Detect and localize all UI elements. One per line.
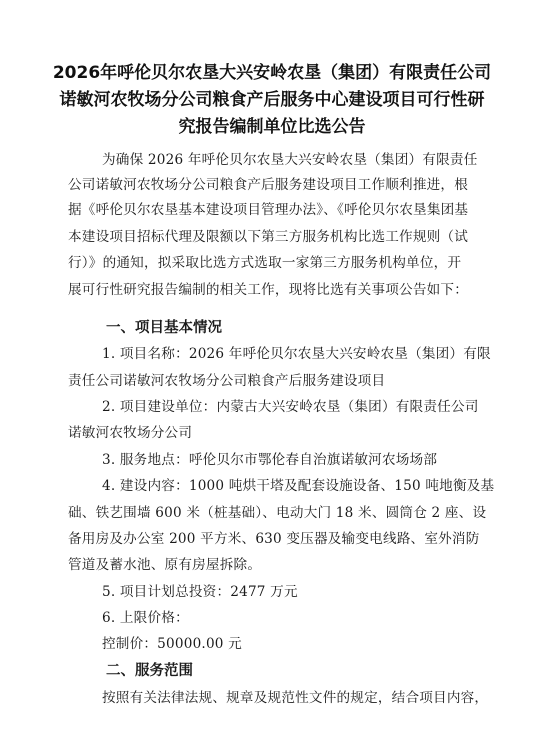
section1-line-10: 5. 项目计划总投资：2477 万元 <box>102 584 298 600</box>
intro-line-4: 本建设项目招标代理及限额以下第三方服务机构比选工作规则（试 <box>68 229 469 245</box>
section1-line-8: 备用房及办公室 200 平方米、630 变压器及输变电线路、室外消防 <box>68 531 480 547</box>
section1-line-1: 1. 项目名称：2026 年呼伦贝尔农垦大兴安岭农垦（集团）有限 <box>102 346 491 362</box>
section1-line-7: 础、铁艺围墙 600 米（桩基础）、电动大门 18 米、圆筒仓 2 座、设 <box>68 505 487 521</box>
section1-line-9: 管道及蓄水池、原有房屋拆除。 <box>68 557 262 573</box>
section1-line-12: 控制价：50000.00 元 <box>102 636 242 652</box>
intro-line-1: 为确保 2026 年呼伦贝尔农垦大兴安岭农垦（集团）有限责任 <box>102 152 478 168</box>
section2-heading: 二、服务范围 <box>106 663 193 679</box>
title-line-3: 究报告编制单位比选公告 <box>178 117 366 137</box>
intro-line-3: 据《呼伦贝尔农垦基本建设项目管理办法》、《呼伦贝尔农垦集团基 <box>68 202 469 218</box>
section1-line-6: 4. 建设内容：1000 吨烘干塔及配套设施设备、150 吨地衡及基 <box>102 478 495 494</box>
intro-line-2: 公司诺敏河农牧场分公司粮食产后服务建设项目工作顺利推进，根 <box>68 177 469 193</box>
section1-heading: 一、项目基本情况 <box>106 320 222 336</box>
intro-line-6: 展可行性研究报告编制的相关工作，现将比选有关事项公告如下： <box>68 282 469 298</box>
intro-line-5: 行）》的通知，拟采取比选方式选取一家第三方服务机构单位，开 <box>68 255 462 271</box>
section1-line-5: 3. 服务地点：呼伦贝尔市鄂伦春自治旗诺敏河农场场部 <box>102 452 438 468</box>
section2-line-1: 按照有关法律法规、规章及规范性文件的规定，结合项目内容， <box>102 690 489 706</box>
section1-line-2: 责任公司诺敏河农牧场分公司粮食产后服务建设项目 <box>68 373 386 389</box>
title-line-2: 诺敏河农牧场分公司粮食产后服务中心建设项目可行性研 <box>59 90 485 110</box>
section1-line-11: 6. 上限价格： <box>102 610 189 626</box>
section1-line-3: 2. 项目建设单位：内蒙古大兴安岭农垦（集团）有限责任公司 <box>102 399 479 415</box>
title-line-1: 2026年呼伦贝尔农垦大兴安岭农垦（集团）有限责任公司 <box>52 63 492 83</box>
section1-line-4: 诺敏河农牧场分公司 <box>68 425 193 441</box>
